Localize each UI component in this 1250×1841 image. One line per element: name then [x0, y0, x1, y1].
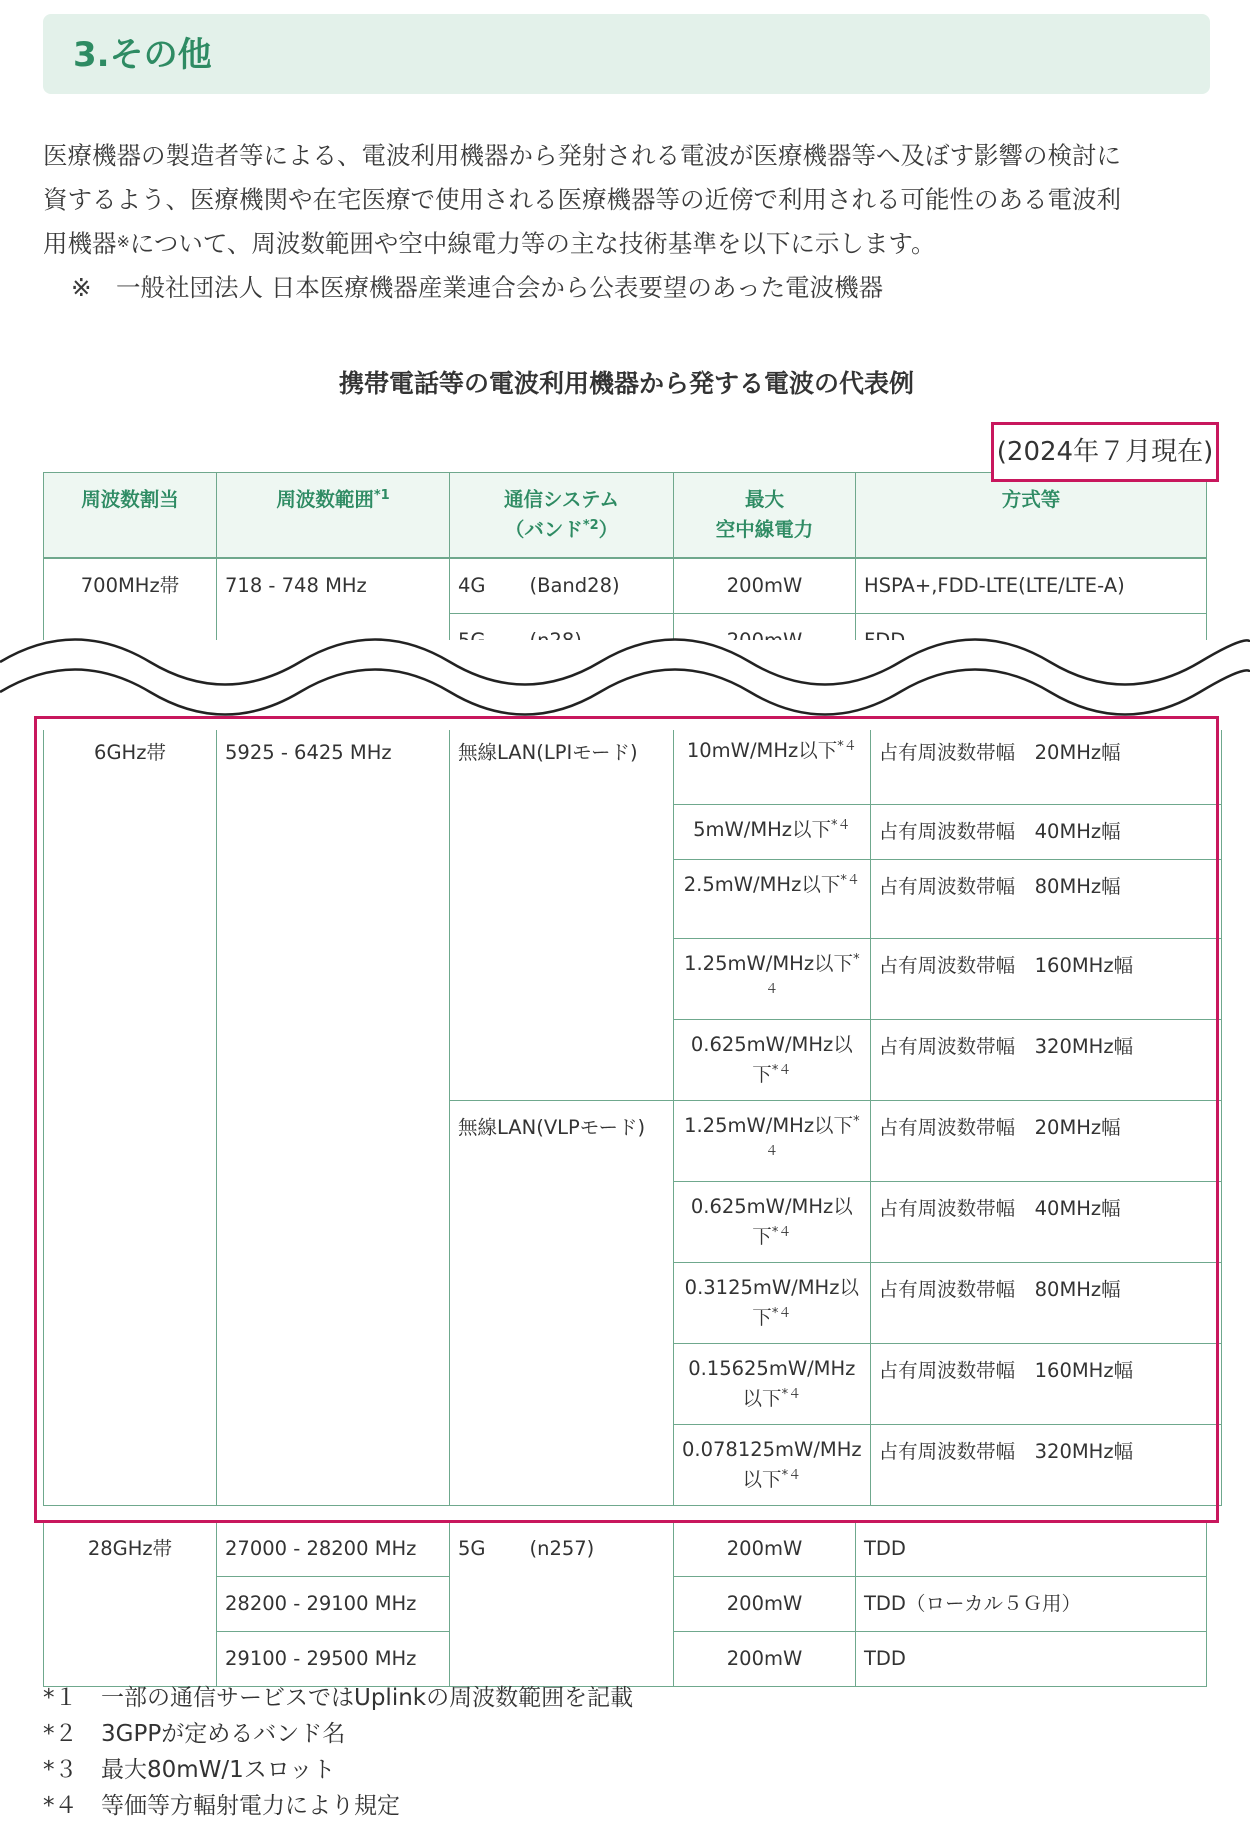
cell-method: TDD — [856, 1522, 1207, 1577]
footnote-mark: *１ — [43, 1685, 78, 1711]
cell-power: 1.25mW/MHz以下$^{*4}$ — [674, 1101, 871, 1182]
footnote-text: 一部の通信サービスではUplinkの周波数範囲を記載 — [101, 1685, 634, 1711]
cell-range-6g: 5925 - 6425 MHz — [217, 726, 450, 1506]
table-title: 携帯電話等の電波利用機器から発する電波の代表例 — [338, 369, 914, 398]
cell-method: 占有周波数帯幅 320MHz幅 — [870, 1425, 1221, 1506]
cell-power: 200mW — [674, 1632, 856, 1687]
cell-alloc-700: 700MHz帯 — [44, 558, 217, 669]
cell-alloc-28g: 28GHz帯 — [44, 1522, 217, 1687]
cell-power: 0.078125mW/MHz 以下$^{*4}$ — [674, 1425, 871, 1506]
radio-table-28ghz — [43, 1522, 1207, 1687]
header-power: 最大 空中線電力 — [674, 473, 856, 559]
cell-range: 27000 - 28200 MHz — [217, 1522, 450, 1577]
cell-lpi-mode: 無線LAN(LPIモード) — [450, 726, 674, 1101]
section-title: 3.その他 — [73, 35, 212, 75]
cell-method: 占有周波数帯幅 40MHz幅 — [870, 1182, 1221, 1263]
cell-power: 0.625mW/MHz以 下$^{*4}$ — [674, 1020, 871, 1101]
cell-method: HSPA+,FDD-LTE(LTE/LTE-A) — [856, 558, 1207, 614]
header-method: 方式等 — [856, 473, 1207, 559]
header-system: 通信システム （バンド$^{*2}$） — [450, 473, 674, 559]
cell-power: 10mW/MHz以下$^{*4}$ — [674, 726, 871, 805]
cell-method: TDD — [856, 1632, 1207, 1687]
footnote-mark: *４ — [43, 1793, 78, 1819]
cell-power: 0.3125mW/MHz以 下$^{*4}$ — [674, 1263, 871, 1344]
cell-range: 28200 - 29100 MHz — [217, 1577, 450, 1632]
section-header — [43, 14, 1210, 94]
cell-method: 占有周波数帯幅 320MHz幅 — [870, 1020, 1221, 1101]
cell-method: 占有周波数帯幅 160MHz幅 — [870, 1344, 1221, 1425]
radio-table-6ghz — [43, 725, 1222, 1506]
footnote — [43, 1752, 633, 1788]
cell-method: 占有周波数帯幅 20MHz幅 — [870, 1101, 1221, 1182]
footnote-mark: *３ — [43, 1757, 78, 1783]
cell-power: 2.5mW/MHz以下$^{*4}$ — [674, 860, 871, 939]
cell-power: 5mW/MHz以下$^{*4}$ — [674, 805, 871, 860]
footnote-text: 3GPPが定めるバンド名 — [101, 1721, 346, 1747]
intro-line-3 — [43, 222, 1218, 266]
table-header-row — [44, 473, 1207, 559]
footnote-mark: *２ — [43, 1721, 78, 1747]
cell-power: 0.15625mW/MHz 以下$^{*4}$ — [674, 1344, 871, 1425]
cell-method: 占有周波数帯幅 160MHz幅 — [870, 939, 1221, 1020]
cell-method: 占有周波数帯幅 80MHz幅 — [870, 1263, 1221, 1344]
cell-gen: 4G — [450, 558, 522, 614]
reference-mark: ※ — [116, 232, 130, 251]
header-alloc: 周波数割当 — [44, 473, 217, 559]
table-row — [44, 726, 1222, 805]
intro-line-3-b: について、周波数範囲や空中線電力等の主な技術基準を以下に示します。 — [129, 229, 936, 258]
break-wave-icon — [0, 632, 1250, 732]
cell-power: 200mW — [674, 558, 856, 614]
footnote-text: 等価等方輻射電力により規定 — [101, 1793, 400, 1819]
cell-band: (n257) — [522, 1522, 674, 1687]
cell-power: 200mW — [674, 1577, 856, 1632]
cell-band: (Band28) — [522, 558, 674, 614]
footnotes — [43, 1680, 633, 1824]
footnote — [43, 1716, 633, 1752]
table-row — [44, 1522, 1207, 1577]
footnote — [43, 1680, 633, 1716]
cell-method: TDD（ローカル５Ｇ用） — [856, 1577, 1207, 1632]
cell-power: 200mW — [674, 1522, 856, 1577]
as-of-date: (2024年７月現在) — [991, 422, 1219, 482]
footnote-text: 最大80mW/1スロット — [101, 1757, 336, 1783]
table-row — [44, 558, 1207, 614]
cell-gen: 5G — [450, 1522, 522, 1687]
cell-power: 0.625mW/MHz以 下$^{*4}$ — [674, 1182, 871, 1263]
intro-line-1: 医療機器の製造者等による、電波利用機器から発射される電波が医療機器等へ及ぼす影響の検討に — [43, 141, 1121, 170]
intro-text — [43, 134, 1218, 310]
cell-power: 1.25mW/MHz以下$^{*4}$ — [674, 939, 871, 1020]
cell-method: 占有周波数帯幅 20MHz幅 — [870, 726, 1221, 805]
footnote — [43, 1788, 633, 1824]
cell-method: 占有周波数帯幅 40MHz幅 — [870, 805, 1221, 860]
intro-note: ※ 一般社団法人 日本医療機器産業連合会から公表要望のあった電波機器 — [71, 273, 884, 302]
cell-range: 29100 - 29500 MHz — [217, 1632, 450, 1687]
cell-range-700: 718 - 748 MHz — [217, 558, 450, 669]
header-range: 周波数範囲$^{*1}$ — [217, 473, 450, 559]
cell-method: 占有周波数帯幅 80MHz幅 — [870, 860, 1221, 939]
cell-alloc-6g: 6GHz帯 — [44, 726, 217, 1506]
intro-line-2: 資するよう、医療機関や在宅医療で使用される医療機器等の近傍で利用される可能性のある電波利 — [43, 185, 1121, 214]
cell-vlp-mode: 無線LAN(VLPモード) — [450, 1101, 674, 1506]
intro-line-3-a: 用機器 — [43, 229, 117, 258]
